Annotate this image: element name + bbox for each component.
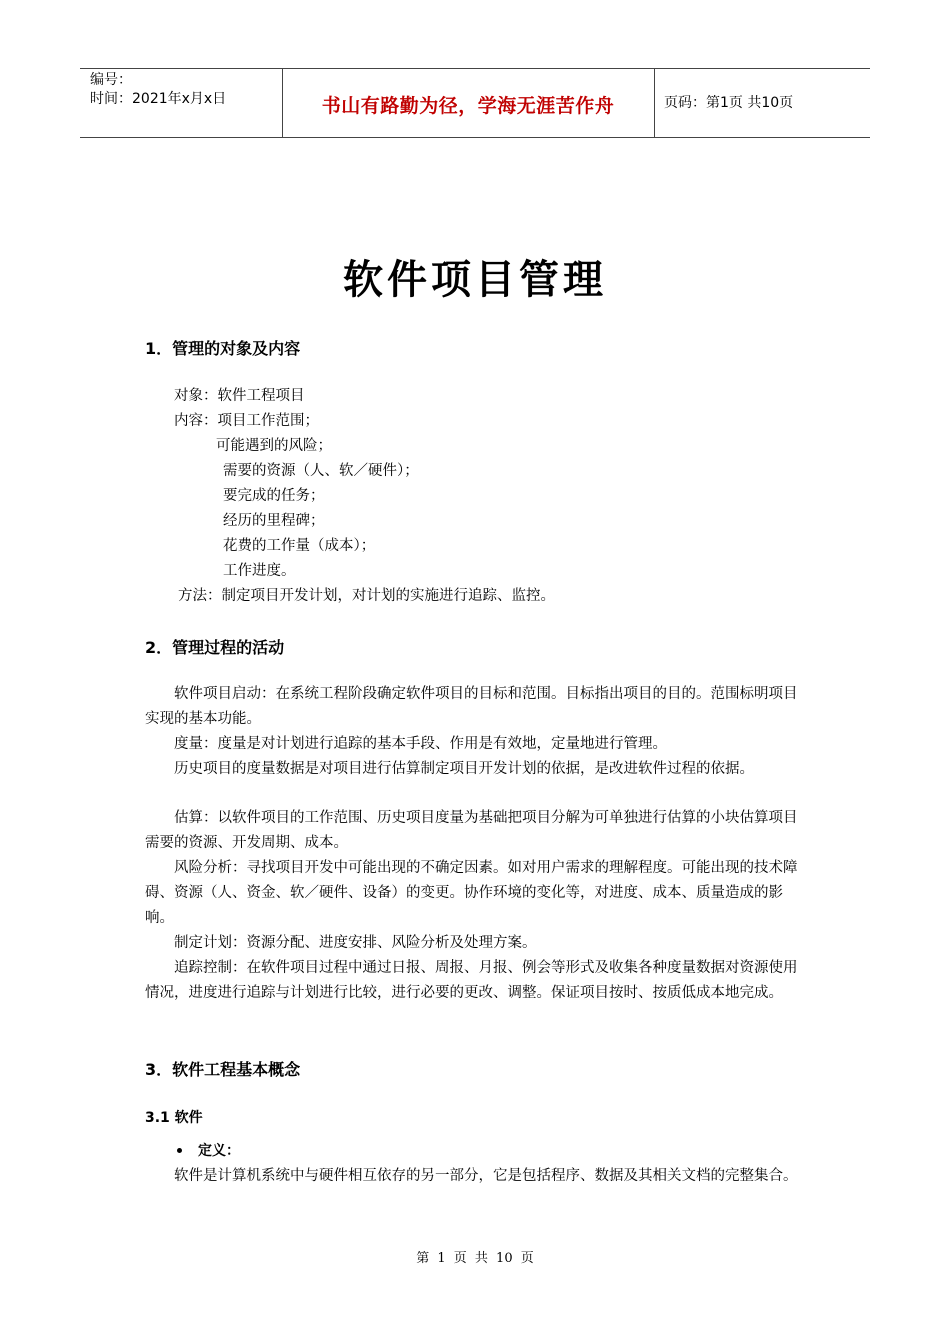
content-item: 要完成的任务； [223,488,325,504]
paragraph: 制定计划：资源分配、进度安排、风险分析及处理方案。 [174,935,537,951]
header-page-cell [654,69,870,137]
section-2-heading: 2．管理过程的活动 [145,638,285,657]
content-item: 需要的资源（人、软／硬件）； [223,463,419,479]
section-1-heading: 1．管理的对象及内容 [145,339,301,358]
paragraph: 估算：以软件项目的工作范围、历史项目度量为基础把项目分解为可单独进行估算的小块估算项目需要的资源、开发周期、成本。 [145,810,798,851]
content-item: 花费的工作量（成本）； [223,538,376,554]
page-info: 页码：第1页 共10页 [664,95,794,111]
definition-paragraph: 软件是计算机系统中与硬件相互依存的另一部分，它是包括程序、数据及其相关文档的完整集合。 [174,1168,798,1184]
content-item: 经历的里程碑； [223,513,325,529]
bullet-icon [177,1148,182,1153]
content-line: 内容：项目工作范围； [174,413,319,429]
header-motto-cell [282,69,655,137]
date-line: 时间：2021年x月x日 [90,91,227,107]
motto-text: 书山有路勤为径，学海无涯苦作舟 [321,95,615,117]
subsection-heading: 3.1 软件 [145,1110,203,1126]
document-header [80,68,870,138]
document-title: 软件项目管理 [343,257,607,303]
paragraph: 度量：度量是对计划进行追踪的基本手段、作用是有效地，定量地进行管理。 [174,736,667,752]
header-info-cell [80,69,283,137]
bullet-label: 定义： [198,1143,240,1159]
content-item: 工作进度。 [223,563,296,579]
paragraph: 历史项目的度量数据是对项目进行估算制定项目开发计划的依据，是改进软件过程的依据。 [174,761,754,777]
paragraph: 风险分析：寻找项目开发中可能出现的不确定因素。如对用户需求的理解程度。可能出现的技术障碍、资源（人、资金、软／硬件、设备）的变更。协作环境的变化等，对进度、成本、质量造成的影响。 [145,860,798,926]
number-label: 编号： [90,72,132,88]
section-3-heading: 3．软件工程基本概念 [145,1060,301,1079]
content-item: 可能遇到的风险； [216,438,332,454]
object-line: 对象：软件工程项目 [174,388,305,404]
method-line: 方法：制定项目开发计划，对计划的实施进行追踪、监控。 [178,588,555,604]
paragraph: 追踪控制：在软件项目过程中通过日报、周报、月报、例会等形式及收集各种度量数据对资源使用情况，进度进行追踪与计划进行比较，进行必要的更改、调整。保证项目按时、按质低成本地完成。 [145,960,798,1001]
page-footer: 第 1 页 共 10 页 [416,1251,534,1266]
paragraph: 软件项目启动：在系统工程阶段确定软件项目的目标和范围。目标指出项目的目的。范围标明项目实现的基本功能。 [145,686,798,727]
definition-bullet [177,1140,240,1160]
